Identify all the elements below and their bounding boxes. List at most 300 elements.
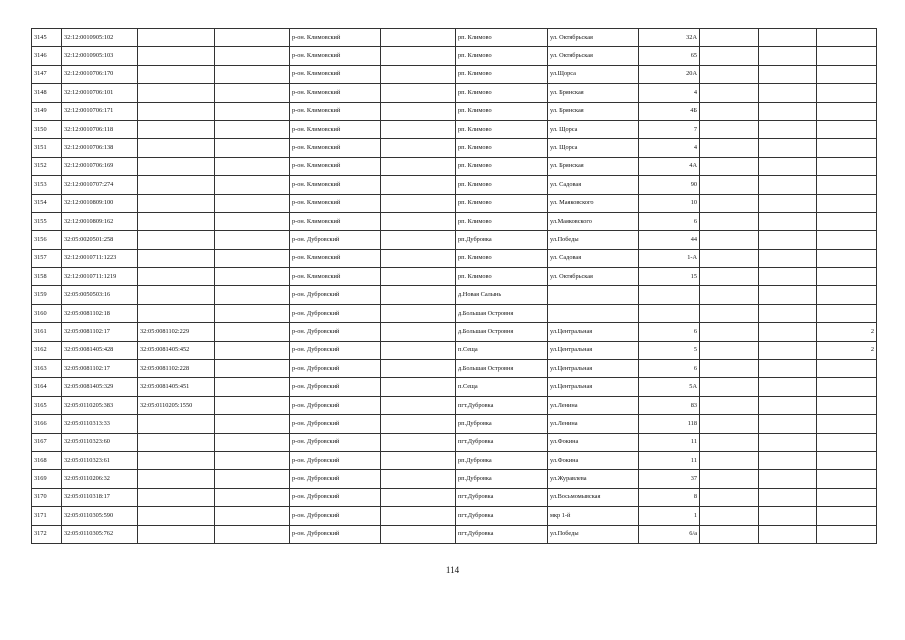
- street-cell: ул.Победы: [548, 231, 639, 249]
- table-row: [32, 304, 877, 322]
- empty-cell: [215, 139, 290, 157]
- empty-cell: [215, 415, 290, 433]
- table-row: [32, 378, 877, 396]
- empty-cell: [381, 84, 456, 102]
- empty-cell: [700, 47, 759, 65]
- previous-cadastral-number-cell: [138, 29, 215, 47]
- settlement-cell: рп. Климово: [456, 268, 548, 286]
- empty-cell: [759, 323, 817, 341]
- cadastral-number-cell: 32:12:0010706:170: [62, 65, 138, 83]
- previous-cadastral-number-cell: [138, 433, 215, 451]
- extra-value-cell: [817, 433, 877, 451]
- cadastral-number-cell: 32:05:0110318:17: [62, 488, 138, 506]
- row-number-cell: 3160: [32, 304, 62, 322]
- cadastral-number-cell: 32:12:0010711:1223: [62, 249, 138, 267]
- table-row: [32, 47, 877, 65]
- empty-cell: [700, 268, 759, 286]
- extra-value-cell: 2: [817, 341, 877, 359]
- district-cell: р-он. Климовский: [290, 65, 381, 83]
- house-number-cell: 6: [639, 212, 700, 230]
- table-row: [32, 212, 877, 230]
- empty-cell: [759, 84, 817, 102]
- empty-cell: [700, 176, 759, 194]
- table-row: [32, 286, 877, 304]
- empty-cell: [215, 286, 290, 304]
- district-cell: р-он. Климовский: [290, 29, 381, 47]
- table-row: [32, 415, 877, 433]
- previous-cadastral-number-cell: [138, 286, 215, 304]
- row-number-cell: 3159: [32, 286, 62, 304]
- extra-value-cell: [817, 157, 877, 175]
- row-number-cell: 3154: [32, 194, 62, 212]
- house-number-cell: 44: [639, 231, 700, 249]
- empty-cell: [381, 212, 456, 230]
- extra-value-cell: [817, 47, 877, 65]
- empty-cell: [759, 451, 817, 469]
- empty-cell: [381, 65, 456, 83]
- empty-cell: [759, 176, 817, 194]
- district-cell: р-он. Дубровский: [290, 451, 381, 469]
- cadastral-number-cell: 32:12:0010905:103: [62, 47, 138, 65]
- street-cell: ул.Восьмомывская: [548, 488, 639, 506]
- house-number-cell: 7: [639, 120, 700, 138]
- previous-cadastral-number-cell: [138, 268, 215, 286]
- empty-cell: [381, 341, 456, 359]
- street-cell: ул. Октябрьская: [548, 47, 639, 65]
- row-number-cell: 3162: [32, 341, 62, 359]
- settlement-cell: рп. Климово: [456, 65, 548, 83]
- row-number-cell: 3170: [32, 488, 62, 506]
- settlement-cell: рп. Климово: [456, 102, 548, 120]
- house-number-cell: 6: [639, 323, 700, 341]
- district-cell: р-он. Дубровский: [290, 286, 381, 304]
- cadastral-number-cell: 32:12:0010711:1219: [62, 268, 138, 286]
- empty-cell: [700, 304, 759, 322]
- street-cell: ул. Брянская: [548, 84, 639, 102]
- settlement-cell: пгт.Дубровка: [456, 488, 548, 506]
- empty-cell: [759, 65, 817, 83]
- row-number-cell: 3148: [32, 84, 62, 102]
- empty-cell: [215, 47, 290, 65]
- row-number-cell: 3152: [32, 157, 62, 175]
- table-row: [32, 157, 877, 175]
- district-cell: р-он. Климовский: [290, 47, 381, 65]
- street-cell: ул. Садовая: [548, 176, 639, 194]
- row-number-cell: 3165: [32, 396, 62, 414]
- settlement-cell: пгт.Дубровка: [456, 525, 548, 543]
- table-row: [32, 231, 877, 249]
- empty-cell: [381, 47, 456, 65]
- empty-cell: [215, 268, 290, 286]
- empty-cell: [215, 433, 290, 451]
- previous-cadastral-number-cell: [138, 249, 215, 267]
- empty-cell: [381, 396, 456, 414]
- district-cell: р-он. Климовский: [290, 268, 381, 286]
- street-cell: ул. Щорса: [548, 120, 639, 138]
- settlement-cell: д.Большая Островня: [456, 304, 548, 322]
- empty-cell: [381, 176, 456, 194]
- settlement-cell: д.Большая Островня: [456, 323, 548, 341]
- table-row: [32, 65, 877, 83]
- row-number-cell: 3171: [32, 507, 62, 525]
- district-cell: р-он. Дубровский: [290, 488, 381, 506]
- row-number-cell: 3169: [32, 470, 62, 488]
- empty-cell: [700, 507, 759, 525]
- empty-cell: [215, 396, 290, 414]
- extra-value-cell: [817, 194, 877, 212]
- row-number-cell: 3145: [32, 29, 62, 47]
- house-number-cell: [639, 304, 700, 322]
- settlement-cell: рп. Климово: [456, 212, 548, 230]
- house-number-cell: 20А: [639, 65, 700, 83]
- cadastral-number-cell: 32:12:0010809:100: [62, 194, 138, 212]
- row-number-cell: 3147: [32, 65, 62, 83]
- row-number-cell: 3156: [32, 231, 62, 249]
- extra-value-cell: [817, 120, 877, 138]
- row-number-cell: 3161: [32, 323, 62, 341]
- row-number-cell: 3155: [32, 212, 62, 230]
- empty-cell: [215, 231, 290, 249]
- table-row: [32, 341, 877, 359]
- empty-cell: [700, 29, 759, 47]
- previous-cadastral-number-cell: [138, 84, 215, 102]
- empty-cell: [215, 470, 290, 488]
- district-cell: р-он. Климовский: [290, 194, 381, 212]
- extra-value-cell: [817, 29, 877, 47]
- empty-cell: [381, 304, 456, 322]
- house-number-cell: 15: [639, 268, 700, 286]
- house-number-cell: 90: [639, 176, 700, 194]
- empty-cell: [759, 415, 817, 433]
- street-cell: ул. Брянская: [548, 157, 639, 175]
- empty-cell: [759, 286, 817, 304]
- settlement-cell: пгт.Дубровка: [456, 507, 548, 525]
- cadastral-number-cell: 32:12:0010809:162: [62, 212, 138, 230]
- extra-value-cell: [817, 360, 877, 378]
- previous-cadastral-number-cell: 32:05:0081405:452: [138, 341, 215, 359]
- extra-value-cell: [817, 286, 877, 304]
- extra-value-cell: [817, 102, 877, 120]
- street-cell: [548, 304, 639, 322]
- table-row: [32, 323, 877, 341]
- extra-value-cell: [817, 396, 877, 414]
- empty-cell: [700, 378, 759, 396]
- empty-cell: [215, 176, 290, 194]
- empty-cell: [700, 249, 759, 267]
- extra-value-cell: [817, 507, 877, 525]
- street-cell: ул. Октябрьская: [548, 29, 639, 47]
- district-cell: р-он. Климовский: [290, 212, 381, 230]
- empty-cell: [700, 120, 759, 138]
- empty-cell: [381, 451, 456, 469]
- house-number-cell: 83: [639, 396, 700, 414]
- empty-cell: [215, 304, 290, 322]
- district-cell: р-он. Дубровский: [290, 507, 381, 525]
- empty-cell: [215, 249, 290, 267]
- cadastral-number-cell: 32:05:0110205:383: [62, 396, 138, 414]
- table-row: [32, 139, 877, 157]
- cadastral-number-cell: 32:05:0081102:18: [62, 304, 138, 322]
- empty-cell: [381, 525, 456, 543]
- district-cell: р-он. Дубровский: [290, 231, 381, 249]
- empty-cell: [215, 65, 290, 83]
- table-row: [32, 470, 877, 488]
- empty-cell: [215, 341, 290, 359]
- empty-cell: [381, 433, 456, 451]
- cadastral-number-cell: 32:05:0081405:428: [62, 341, 138, 359]
- district-cell: р-он. Климовский: [290, 120, 381, 138]
- row-number-cell: 3149: [32, 102, 62, 120]
- settlement-cell: рп. Климово: [456, 176, 548, 194]
- cadastral-number-cell: 32:05:0081102:17: [62, 360, 138, 378]
- extra-value-cell: [817, 304, 877, 322]
- empty-cell: [381, 194, 456, 212]
- previous-cadastral-number-cell: [138, 212, 215, 230]
- table-row: [32, 360, 877, 378]
- previous-cadastral-number-cell: [138, 176, 215, 194]
- empty-cell: [381, 378, 456, 396]
- empty-cell: [759, 488, 817, 506]
- table-row: [32, 433, 877, 451]
- street-cell: мкр 1-й: [548, 507, 639, 525]
- street-cell: ул. Садовая: [548, 249, 639, 267]
- empty-cell: [215, 525, 290, 543]
- settlement-cell: рп. Климово: [456, 120, 548, 138]
- empty-cell: [759, 212, 817, 230]
- empty-cell: [381, 102, 456, 120]
- empty-cell: [700, 102, 759, 120]
- house-number-cell: 118: [639, 415, 700, 433]
- street-cell: ул.Центральная: [548, 360, 639, 378]
- street-cell: ул.Маяковского: [548, 212, 639, 230]
- district-cell: р-он. Дубровский: [290, 341, 381, 359]
- empty-cell: [759, 360, 817, 378]
- street-cell: ул.Центральная: [548, 323, 639, 341]
- previous-cadastral-number-cell: [138, 525, 215, 543]
- empty-cell: [381, 507, 456, 525]
- previous-cadastral-number-cell: [138, 102, 215, 120]
- empty-cell: [215, 29, 290, 47]
- street-cell: ул.Фокина: [548, 451, 639, 469]
- street-cell: ул.Победы: [548, 525, 639, 543]
- empty-cell: [700, 231, 759, 249]
- empty-cell: [759, 396, 817, 414]
- district-cell: р-он. Климовский: [290, 102, 381, 120]
- row-number-cell: 3158: [32, 268, 62, 286]
- cadastral-number-cell: 32:12:0010706:101: [62, 84, 138, 102]
- district-cell: р-он. Дубровский: [290, 470, 381, 488]
- extra-value-cell: [817, 470, 877, 488]
- empty-cell: [381, 139, 456, 157]
- street-cell: ул.Журавлева: [548, 470, 639, 488]
- cadastral-number-cell: 32:05:0110313:33: [62, 415, 138, 433]
- row-number-cell: 3151: [32, 139, 62, 157]
- extra-value-cell: [817, 65, 877, 83]
- street-cell: ул.Ленина: [548, 415, 639, 433]
- empty-cell: [759, 341, 817, 359]
- street-cell: ул.Щорса: [548, 65, 639, 83]
- previous-cadastral-number-cell: [138, 120, 215, 138]
- empty-cell: [700, 470, 759, 488]
- cadastral-number-cell: 32:12:0010707:274: [62, 176, 138, 194]
- empty-cell: [381, 29, 456, 47]
- extra-value-cell: [817, 415, 877, 433]
- page-number: 114: [445, 565, 460, 575]
- empty-cell: [759, 249, 817, 267]
- empty-cell: [381, 231, 456, 249]
- cadastral-number-cell: 32:05:0110323:61: [62, 451, 138, 469]
- table-row: [32, 268, 877, 286]
- extra-value-cell: [817, 378, 877, 396]
- district-cell: р-он. Дубровский: [290, 525, 381, 543]
- street-cell: ул. Щорса: [548, 139, 639, 157]
- empty-cell: [700, 525, 759, 543]
- empty-cell: [381, 286, 456, 304]
- empty-cell: [759, 47, 817, 65]
- street-cell: ул.Центральная: [548, 378, 639, 396]
- extra-value-cell: [817, 249, 877, 267]
- table-row: [32, 488, 877, 506]
- settlement-cell: пгт.Дубровка: [456, 396, 548, 414]
- empty-cell: [700, 212, 759, 230]
- previous-cadastral-number-cell: 32:05:0081102:229: [138, 323, 215, 341]
- settlement-cell: д.Новая Салынь: [456, 286, 548, 304]
- empty-cell: [700, 451, 759, 469]
- extra-value-cell: [817, 176, 877, 194]
- registry-table: [31, 28, 877, 544]
- previous-cadastral-number-cell: [138, 470, 215, 488]
- cadastral-number-cell: 32:05:0110206:32: [62, 470, 138, 488]
- street-cell: ул.Фокина: [548, 433, 639, 451]
- previous-cadastral-number-cell: [138, 304, 215, 322]
- row-number-cell: 3164: [32, 378, 62, 396]
- previous-cadastral-number-cell: [138, 488, 215, 506]
- district-cell: р-он. Дубровский: [290, 323, 381, 341]
- empty-cell: [215, 360, 290, 378]
- cadastral-number-cell: 32:05:0110305:590: [62, 507, 138, 525]
- cadastral-number-cell: 32:05:0110305:762: [62, 525, 138, 543]
- district-cell: р-он. Климовский: [290, 84, 381, 102]
- previous-cadastral-number-cell: [138, 194, 215, 212]
- street-cell: [548, 286, 639, 304]
- street-cell: ул. Маяковского: [548, 194, 639, 212]
- row-number-cell: 3150: [32, 120, 62, 138]
- house-number-cell: 5: [639, 341, 700, 359]
- district-cell: р-он. Дубровский: [290, 360, 381, 378]
- empty-cell: [700, 139, 759, 157]
- street-cell: ул. Брянская: [548, 102, 639, 120]
- extra-value-cell: [817, 488, 877, 506]
- empty-cell: [215, 84, 290, 102]
- row-number-cell: 3153: [32, 176, 62, 194]
- empty-cell: [700, 396, 759, 414]
- house-number-cell: 1: [639, 507, 700, 525]
- house-number-cell: 5А: [639, 378, 700, 396]
- house-number-cell: 37: [639, 470, 700, 488]
- settlement-cell: рп. Климово: [456, 84, 548, 102]
- table-row: [32, 102, 877, 120]
- empty-cell: [381, 488, 456, 506]
- table-row: [32, 507, 877, 525]
- empty-cell: [700, 84, 759, 102]
- row-number-cell: 3168: [32, 451, 62, 469]
- table-row: [32, 451, 877, 469]
- house-number-cell: 65: [639, 47, 700, 65]
- empty-cell: [381, 249, 456, 267]
- table-row: [32, 194, 877, 212]
- row-number-cell: 3146: [32, 47, 62, 65]
- extra-value-cell: [817, 231, 877, 249]
- house-number-cell: 10: [639, 194, 700, 212]
- empty-cell: [215, 488, 290, 506]
- table-row: [32, 249, 877, 267]
- previous-cadastral-number-cell: [138, 451, 215, 469]
- empty-cell: [381, 268, 456, 286]
- settlement-cell: рп.Дубровка: [456, 470, 548, 488]
- empty-cell: [215, 212, 290, 230]
- empty-cell: [381, 470, 456, 488]
- table-row: [32, 176, 877, 194]
- empty-cell: [381, 120, 456, 138]
- house-number-cell: 4А: [639, 157, 700, 175]
- empty-cell: [381, 157, 456, 175]
- empty-cell: [381, 323, 456, 341]
- empty-cell: [700, 341, 759, 359]
- empty-cell: [759, 304, 817, 322]
- table-row: [32, 120, 877, 138]
- extra-value-cell: 2: [817, 323, 877, 341]
- house-number-cell: 11: [639, 451, 700, 469]
- house-number-cell: 32А: [639, 29, 700, 47]
- table-row: [32, 525, 877, 543]
- extra-value-cell: [817, 268, 877, 286]
- empty-cell: [759, 433, 817, 451]
- extra-value-cell: [817, 451, 877, 469]
- previous-cadastral-number-cell: [138, 157, 215, 175]
- empty-cell: [700, 65, 759, 83]
- empty-cell: [215, 507, 290, 525]
- previous-cadastral-number-cell: [138, 139, 215, 157]
- empty-cell: [215, 378, 290, 396]
- empty-cell: [759, 470, 817, 488]
- settlement-cell: п.Сеща: [456, 378, 548, 396]
- settlement-cell: рп.Дубровка: [456, 451, 548, 469]
- empty-cell: [700, 415, 759, 433]
- settlement-cell: рп. Климово: [456, 139, 548, 157]
- house-number-cell: 4: [639, 84, 700, 102]
- previous-cadastral-number-cell: [138, 231, 215, 249]
- empty-cell: [700, 157, 759, 175]
- district-cell: р-он. Дубровский: [290, 415, 381, 433]
- district-cell: р-он. Дубровский: [290, 378, 381, 396]
- settlement-cell: рп. Климово: [456, 249, 548, 267]
- house-number-cell: 4Б: [639, 102, 700, 120]
- previous-cadastral-number-cell: 32:05:0081405:451: [138, 378, 215, 396]
- empty-cell: [759, 102, 817, 120]
- empty-cell: [759, 120, 817, 138]
- empty-cell: [759, 507, 817, 525]
- street-cell: ул.Центральная: [548, 341, 639, 359]
- extra-value-cell: [817, 84, 877, 102]
- row-number-cell: 3157: [32, 249, 62, 267]
- previous-cadastral-number-cell: [138, 65, 215, 83]
- cadastral-number-cell: 32:05:0081102:17: [62, 323, 138, 341]
- district-cell: р-он. Климовский: [290, 139, 381, 157]
- previous-cadastral-number-cell: [138, 415, 215, 433]
- house-number-cell: 6: [639, 360, 700, 378]
- house-number-cell: 8: [639, 488, 700, 506]
- empty-cell: [215, 451, 290, 469]
